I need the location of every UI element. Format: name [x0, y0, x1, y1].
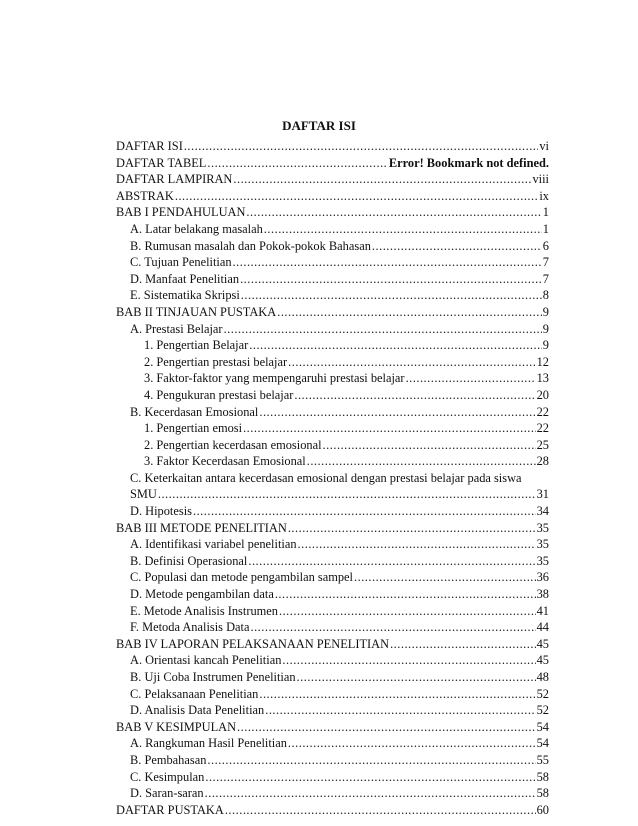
- toc-entry-label: A. Identifikasi variabel penelitian: [130, 537, 297, 552]
- toc-entry-label: DAFTAR LAMPIRAN: [116, 172, 233, 187]
- toc-entry-page: 41: [536, 603, 549, 618]
- toc-entry-label: B. Rumusan masalah dan Pokok-pokok Bahasan: [130, 238, 371, 253]
- toc-dot-leader: [288, 520, 536, 537]
- toc-entry: [116, 619, 549, 636]
- toc-entry-label: B. Definisi Operasional: [130, 553, 248, 568]
- toc-entry: [116, 354, 549, 371]
- toc-dot-leader: [298, 536, 536, 553]
- toc-entry-page: 52: [536, 703, 549, 718]
- toc-entry: [116, 752, 549, 769]
- toc-entry-label: A. Orientasi kancah Penelitian: [130, 653, 282, 668]
- toc-dot-leader: [323, 437, 536, 454]
- toc-entry: [116, 437, 549, 454]
- toc-entry-label: 1. Pengertian Belajar: [144, 338, 249, 353]
- toc-entry-page: 35: [536, 553, 549, 568]
- toc-dot-leader: [297, 669, 536, 686]
- toc-entry: [116, 271, 549, 288]
- toc-dot-leader: [249, 337, 542, 354]
- toc-dot-leader: [264, 221, 542, 238]
- toc-entry-page: 38: [536, 587, 549, 602]
- toc-entry-label: A. Latar belakang masalah: [130, 221, 263, 236]
- toc-dot-leader: [243, 420, 536, 437]
- toc-dot-leader: [207, 155, 387, 172]
- toc-entry-label: 3. Faktor Kecerdasan Emosional: [144, 454, 306, 469]
- toc-entry-page: 22: [536, 421, 549, 436]
- toc-entry-page: 28: [536, 454, 549, 469]
- toc-dot-leader: [193, 503, 536, 520]
- toc-entry: [116, 785, 549, 802]
- toc-entry: [116, 669, 549, 686]
- toc-entry-label: D. Manfaat Penelitian: [130, 271, 240, 286]
- toc-dot-leader: [233, 254, 542, 271]
- toc-entry-page: 45: [536, 653, 549, 668]
- toc-entry-label: C. Keterkaitan antara kecerdasan emosional dengan prestasi belajar pada siswa: [130, 470, 522, 485]
- toc-entry-page: 36: [536, 570, 549, 585]
- toc-entry-page: 35: [536, 520, 549, 535]
- toc-dot-leader: [205, 785, 536, 802]
- toc-entry: [116, 536, 549, 553]
- toc-dot-leader: [282, 652, 535, 669]
- toc-dot-leader: [288, 735, 536, 752]
- toc-dot-leader: [158, 486, 536, 503]
- toc-entry: [116, 321, 549, 338]
- toc-entry-page: 9: [542, 304, 549, 319]
- toc-entry-label: B. Uji Coba Instrumen Penelitian: [130, 670, 296, 684]
- toc-dot-leader: [246, 204, 541, 221]
- toc-entry: [116, 304, 549, 321]
- toc-dot-leader: [250, 619, 535, 636]
- toc-entry-page: 54: [536, 719, 549, 734]
- toc-entry-page: 54: [536, 736, 549, 751]
- toc-entry-page: 44: [536, 620, 549, 635]
- toc-entry: [116, 652, 549, 669]
- toc-entry-page: 25: [536, 437, 549, 452]
- toc-entry-label: DAFTAR ISI: [116, 139, 183, 153]
- toc-entry-page: 9: [542, 321, 549, 336]
- toc-entry: [116, 155, 549, 172]
- toc-dot-leader: [277, 304, 542, 321]
- toc-dot-leader: [372, 238, 542, 255]
- toc-entry-label: F. Metoda Analisis Data: [130, 620, 250, 635]
- table-of-contents: [116, 138, 549, 818]
- toc-entry-page: 31: [536, 487, 549, 502]
- toc-entry-label: BAB III METODE PENELITIAN: [116, 520, 287, 535]
- toc-dot-leader: [279, 603, 536, 620]
- toc-entry: [116, 453, 549, 470]
- toc-entry-label: 3. Faktor-faktor yang mempengaruhi prestasi belajar: [144, 371, 405, 386]
- toc-entry: [116, 586, 549, 603]
- toc-entry: [116, 387, 549, 404]
- toc-entry: [116, 420, 549, 437]
- toc-entry-page: viii: [532, 172, 549, 187]
- toc-entry-page: 1: [542, 221, 549, 236]
- toc-entry: [116, 470, 549, 487]
- toc-entry-label: BAB II TINJAUAN PUSTAKA: [116, 304, 277, 319]
- toc-dot-leader: [175, 188, 539, 205]
- toc-entry-label: D. Saran-saran: [130, 786, 204, 801]
- toc-entry-page: ix: [539, 188, 549, 203]
- toc-dot-leader: [241, 287, 542, 304]
- toc-entry-label: A. Rangkuman Hasil Penelitian: [130, 736, 287, 751]
- toc-entry: [116, 221, 549, 238]
- toc-entry: [116, 370, 549, 387]
- toc-dot-leader: [207, 752, 535, 769]
- toc-entry: [116, 719, 549, 736]
- toc-entry-page: 58: [536, 769, 549, 784]
- toc-dot-leader: [390, 636, 536, 653]
- toc-entry-page: 13: [536, 371, 549, 386]
- toc-entry-label: BAB I PENDAHULUAN: [116, 205, 246, 220]
- toc-entry-label: C. Tujuan Penelitian: [130, 255, 232, 270]
- toc-dot-leader: [184, 138, 539, 155]
- toc-entry-page: 22: [536, 404, 549, 419]
- toc-entry: [116, 702, 549, 719]
- toc-entry-label: ABSTRAK: [116, 188, 174, 203]
- toc-entry: [116, 337, 549, 354]
- toc-entry-page: vi: [539, 139, 549, 153]
- toc-entry-label: 2. Pengertian prestasi belajar: [144, 354, 288, 369]
- toc-entry-label: C. Populasi dan metode pengambilan sampel: [130, 570, 353, 585]
- toc-entry: [116, 287, 549, 304]
- toc-entry: [116, 254, 549, 271]
- toc-entry-page: 20: [536, 387, 549, 402]
- toc-entry-label: DAFTAR PUSTAKA: [116, 802, 224, 817]
- toc-entry-page: 7: [542, 271, 549, 286]
- toc-entry-label: D. Analisis Data Penelitian: [130, 703, 265, 718]
- toc-entry: [116, 603, 549, 620]
- toc-entry: [116, 138, 549, 155]
- toc-entry-page: 58: [536, 786, 549, 801]
- toc-entry-page: 45: [536, 636, 549, 651]
- toc-dot-leader: [259, 404, 535, 421]
- toc-dot-leader: [288, 354, 535, 371]
- toc-entry-page: 9: [542, 338, 549, 353]
- toc-entry-label: D. Metode pengambilan data: [130, 587, 274, 602]
- toc-entry-page: 55: [536, 752, 549, 767]
- toc-entry: [116, 569, 549, 586]
- toc-entry-page: Error! Bookmark not defined.: [388, 155, 549, 170]
- toc-entry-label: C. Pelaksanaan Penelitian: [130, 686, 259, 701]
- toc-entry-label: B. Kecerdasan Emosional: [130, 404, 259, 419]
- toc-entry: [116, 238, 549, 255]
- toc-entry: [116, 520, 549, 537]
- toc-entry: [116, 636, 549, 653]
- toc-entry-label: 2. Pengertian kecerdasan emosional: [144, 437, 322, 452]
- toc-entry-label: BAB V KESIMPULAN: [116, 719, 237, 734]
- toc-entry: [116, 553, 549, 570]
- toc-dot-leader: [259, 686, 535, 703]
- toc-dot-leader: [237, 719, 536, 736]
- toc-entry: [116, 171, 549, 188]
- toc-entry-label: B. Pembahasan: [130, 752, 207, 767]
- toc-entry-label: C. Kesimpulan: [130, 769, 205, 784]
- toc-entry: [116, 769, 549, 786]
- toc-entry-label: BAB IV LAPORAN PELAKSANAAN PENELITIAN: [116, 636, 390, 651]
- toc-entry-label: D. Hipotesis: [130, 504, 192, 519]
- toc-entry-label: DAFTAR TABEL: [116, 155, 207, 170]
- toc-entry-page: 60: [536, 802, 549, 817]
- toc-entry: [116, 204, 549, 221]
- toc-dot-leader: [225, 802, 536, 819]
- toc-entry-label: E. Sistematika Skripsi: [130, 288, 240, 303]
- toc-entry: [116, 802, 549, 819]
- toc-dot-leader: [265, 702, 535, 719]
- toc-entry: [116, 735, 549, 752]
- toc-entry: [116, 486, 549, 503]
- toc-entry-page: 52: [536, 686, 549, 701]
- toc-entry-page: 1: [542, 205, 549, 220]
- toc-entry-page: 8: [542, 288, 549, 303]
- toc-dot-leader: [294, 387, 535, 404]
- toc-entry: [116, 188, 549, 205]
- toc-entry-page: 48: [536, 670, 549, 684]
- toc-entry-label: E. Metode Analisis Instrumen: [130, 603, 278, 618]
- toc-entry-label: A. Prestasi Belajar: [130, 321, 223, 336]
- toc-entry-label: SMU: [130, 487, 157, 502]
- toc-entry-page: 35: [536, 537, 549, 552]
- toc-dot-leader: [275, 586, 536, 603]
- toc-entry-page: 7: [542, 255, 549, 270]
- toc-entry-page: 34: [536, 504, 549, 519]
- toc-entry: [116, 404, 549, 421]
- toc-entry-page: 6: [542, 238, 549, 253]
- page-title: DAFTAR ISI: [282, 118, 356, 133]
- toc-entry-label: 4. Pengukuran prestasi belajar: [144, 387, 294, 402]
- toc-dot-leader: [406, 370, 536, 387]
- toc-entry: [116, 686, 549, 703]
- toc-dot-leader: [233, 171, 531, 188]
- toc-entry-page: 12: [536, 354, 549, 369]
- toc-entry-label: 1. Pengertian emosi: [144, 421, 243, 436]
- toc-dot-leader: [205, 769, 535, 786]
- toc-entry: [116, 503, 549, 520]
- toc-dot-leader: [307, 453, 536, 470]
- toc-dot-leader: [240, 271, 542, 288]
- toc-dot-leader: [354, 569, 536, 586]
- toc-dot-leader: [248, 553, 535, 570]
- toc-dot-leader: [224, 321, 542, 338]
